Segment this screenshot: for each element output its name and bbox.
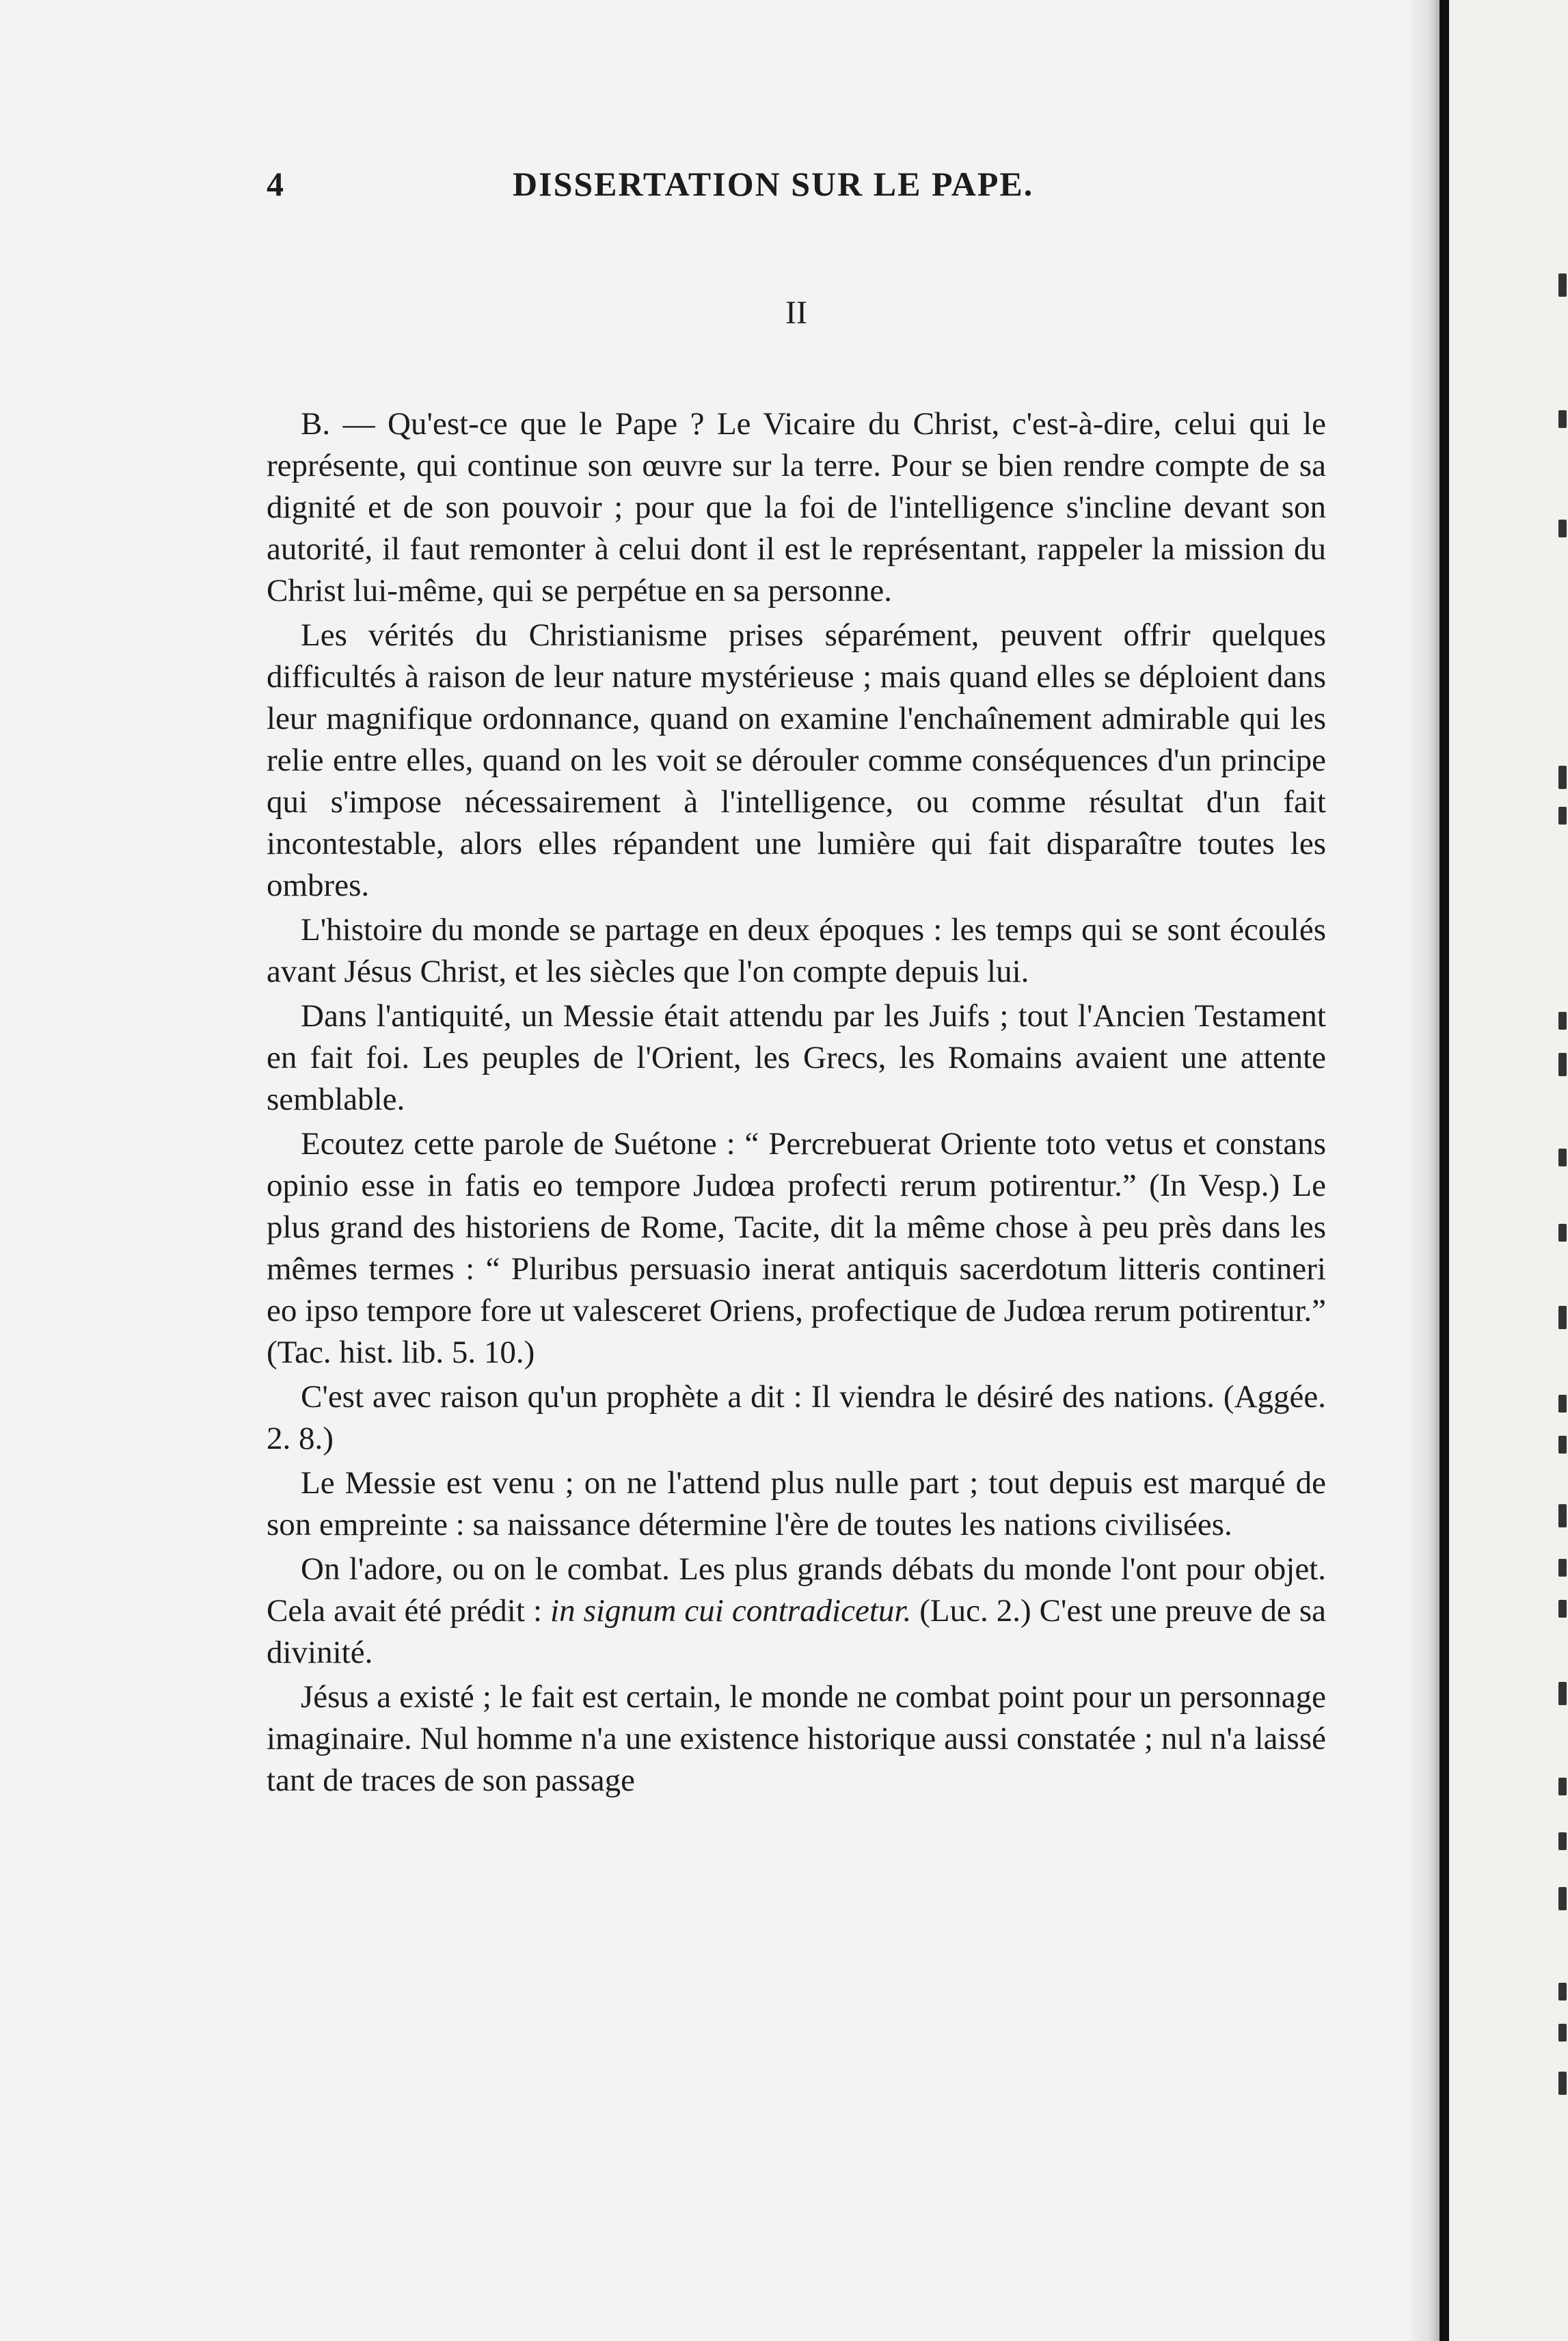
paragraph-3: L'histoire du monde se partage en deux époques : les temps qui se sont écoulés avant Jésus Christ, et les siècles que l'on compte depuis lui. (267, 912, 1326, 989)
paragraph-4: Dans l'antiquité, un Messie était attendu par les Juifs ; tout l'Ancien Testament en fait foi. Les peuples de l'Orient, les Grecs, les Romains avaient une attente semblable. (267, 998, 1326, 1117)
section-heading: II (785, 295, 807, 331)
binding-shadow (1408, 0, 1442, 2341)
facing-page-glyph-fragment (1558, 520, 1567, 537)
facing-page-glyph-fragment (1558, 410, 1567, 428)
facing-page-edge (1449, 0, 1568, 2341)
running-head (267, 164, 1326, 212)
facing-page-glyph-fragment (1558, 1983, 1567, 2001)
binding-gutter (1439, 0, 1449, 2341)
paragraph-1: B. — Qu'est-ce que le Pape ? Le Vicaire du Christ, c'est-à-dire, celui qui le représente, qui continue son œuvre sur la terre. Pour se bien rendre compte de sa dignité et de son pouvoir ; pour que la foi de l'intelligence s'incline devant son autorité, il faut remonter à celui dont il est le représentant, rappeler la mission du Christ lui-même, qui se perpétue en sa personne. (267, 406, 1326, 608)
page-number: 4 (267, 165, 285, 203)
paragraph-9: Jésus a existé ; le fait est certain, le monde ne combat point pour un personnage imaginaire. Nul homme n'a une existence historique aussi constatée ; nul n'a laissé tant de traces de son passage (267, 1679, 1326, 1798)
paragraph-7: Le Messie est venu ; on ne l'attend plus nulle part ; tout depuis est marqué de son empreinte : sa naissance détermine l'ère de toutes les nations civilisées. (267, 1465, 1326, 1542)
facing-page-glyph-fragment (1558, 1887, 1567, 1910)
facing-page-glyph-fragment (1558, 1832, 1567, 1850)
facing-page-glyph-fragment (1558, 1436, 1567, 1454)
facing-page-glyph-fragment (1558, 1053, 1567, 1076)
paragraph-8-end: (Luc. 2.) C'est une preuve de sa divinité. (267, 1593, 1326, 1670)
facing-page-glyph-fragment (1558, 273, 1567, 297)
facing-page-glyph-fragment (1558, 1149, 1567, 1166)
facing-page-glyph-fragment (1558, 1778, 1567, 1795)
paragraph-5: Ecoutez cette parole de Suétone : “ Percrebuerat Oriente toto vetus et constans opinio esse in fatis eo tempore Judœa profecti rerum potirentur.” (In Vesp.) Le plus grand des historiens de Rome, Tacite, dit la même chose à peu près dans les mêmes termes : “ Pluribus persuasio inerat antiquis sacerdotum litteris contineri eo ipso tempore fore ut valesceret Oriens, profectique de Judœa rerum potirentur.” (Tac. hist. lib. 5. 10.) (267, 1126, 1326, 1370)
facing-page-glyph-fragment (1558, 1682, 1567, 1705)
facing-page-glyph-fragment (1558, 1600, 1567, 1618)
running-title: DISSERTATION SUR LE PAPE. (513, 165, 1034, 203)
facing-page-glyph-fragment (1558, 1224, 1567, 1242)
facing-page-glyph-fragment (1558, 807, 1567, 825)
paragraph-8 (267, 1549, 1326, 1674)
facing-page-glyph-fragment (1558, 2024, 1567, 2042)
latin-quote: in signum cui contradicetur. (550, 1593, 912, 1629)
facing-page-glyph-fragment (1558, 766, 1567, 789)
paragraph-2: Les vérités du Christianisme prises séparément, peuvent offrir quelques difficultés à raison de leur nature mystérieuse ; mais quand elles se déploient dans leur magnifique ordonnance, quand on examine l'enchaînement admirable qui les relie entre elles, quand on les voit se dérouler comme conséquences d'un principe qui s'impose nécessairement à l'intelligence, ou comme résultat d'un fait incontestable, alors elles répandent une lumière qui fait disparaître toutes les ombres. (267, 617, 1326, 903)
paragraph-6: C'est avec raison qu'un prophète a dit : Il viendra le désiré des nations. (Aggée. 2. 8.) (267, 1379, 1326, 1456)
facing-page-glyph-fragment (1558, 2072, 1567, 2095)
body-text (267, 403, 1326, 1804)
paragraph-8-start: On l'adore, ou on le combat. Les plus grands débats du monde l'ont pour objet. Cela avait été prédit : (267, 1551, 1326, 1629)
facing-page-glyph-fragment (1558, 1012, 1567, 1030)
facing-page-glyph-fragment (1558, 1559, 1567, 1577)
facing-page-glyph-fragment (1558, 1504, 1567, 1527)
facing-page-glyph-fragment (1558, 1306, 1567, 1329)
facing-page-glyph-fragment (1558, 1395, 1567, 1413)
